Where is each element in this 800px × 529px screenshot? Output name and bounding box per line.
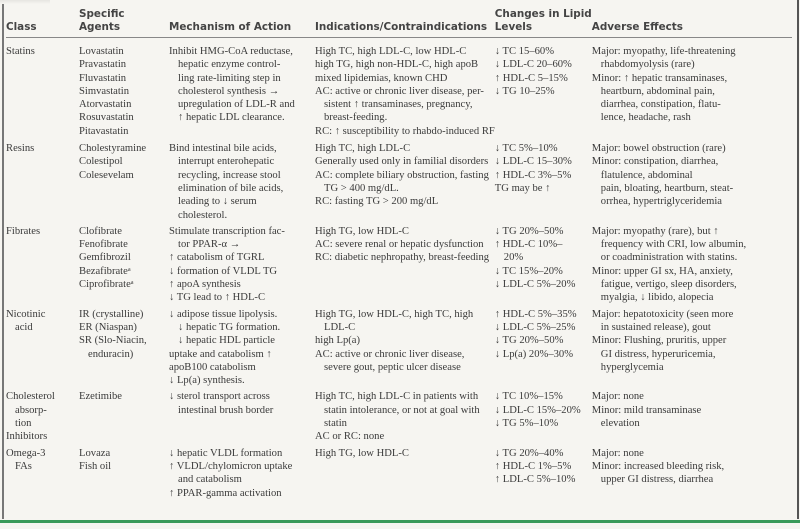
cell-agents-line: Ciprofibrateᵃ (79, 279, 134, 291)
cell-indications (315, 38, 495, 140)
cell-lipid-changes-line: ↓ LDL-C 15–30% (494, 156, 572, 168)
cell-agents-line: Simvastatin (79, 85, 130, 97)
cell-mechanism-line: upregulation of LDL-R and (178, 99, 295, 111)
cell-adverse-line: flatulence, abdominal (600, 169, 693, 181)
cell-indications-line: breast-feeding. (324, 112, 388, 124)
cell-mechanism-line: tor PPAR-α → (178, 239, 241, 251)
table-body (6, 38, 792, 500)
cell-mechanism-line: uptake and catabolism ↑ (169, 348, 272, 360)
cell-class-line: Cholesterol (6, 391, 55, 403)
cell-lipid-changes-line: ↓ TG 5%–10% (494, 418, 559, 430)
cell-lipid-changes-line: ↓ LDL-C 5%–20% (494, 279, 576, 291)
cell-indications-line: High TC, high LDL-C, low HDL-C (315, 46, 467, 57)
cell-adverse-line: Minor: constipation, diarrhea, (591, 156, 719, 168)
cell-indications-line: RC: fasting TG > 200 mg/dL (315, 196, 439, 208)
cell-agents-line: Lovastatin (79, 46, 124, 57)
cell-lipid-changes (495, 222, 592, 305)
cell-adverse-line: Major: bowel obstruction (rare) (591, 143, 726, 155)
cell-agents-line: IR (crystalline) (79, 308, 144, 320)
table-row (6, 139, 792, 222)
cell-mechanism-line: interrupt enterohepatic (178, 156, 275, 168)
cell-mechanism-line: intestinal brush border (178, 404, 274, 416)
cell-agents (79, 222, 169, 305)
cell-lipid-changes (495, 387, 592, 443)
table-row (6, 387, 792, 443)
cell-adverse-line: lence, headache, rash (600, 112, 691, 124)
cell-mechanism-line: ↓ sterol transport across (169, 391, 270, 403)
header-agents: Specific Agents (79, 3, 169, 38)
cell-indications-line: high TG, high non-HDL-C, high apoB (315, 59, 479, 71)
cell-mechanism-line: ↑ PPAR-gamma activation (169, 487, 282, 499)
cell-mechanism-line: leading to ↓ serum (178, 196, 257, 208)
cell-mechanism-line: cholesterol synthesis → (178, 85, 280, 97)
cell-agents-line: Bezafibrateᵃ (79, 265, 131, 277)
cell-adverse-line: Major: none (591, 391, 644, 403)
table-header-row (6, 3, 792, 38)
cell-agents-line: Pitavastatin (79, 125, 129, 137)
cell-lipid-changes-line: ↑ HDL-C 5–15% (494, 72, 568, 84)
cell-indications (315, 387, 495, 443)
cell-lipid-changes-line: ↓ LDL-C 15%–20% (494, 404, 581, 416)
cell-mechanism-line: ling rate-limiting step in (178, 72, 281, 84)
lipid-drug-table (6, 3, 792, 500)
cell-mechanism-line: hepatic enzyme control- (178, 59, 281, 71)
cell-lipid-changes-line: ↑ HDL-C 5%–35% (494, 308, 577, 320)
cell-adverse (592, 387, 792, 443)
cell-agents-line: Colesevelam (79, 169, 134, 181)
cell-class-line: Omega-3 (6, 447, 46, 459)
header-lipid-changes-line1: Changes in Lipid (494, 8, 592, 20)
cell-agents-line: Lovaza (79, 447, 111, 459)
cell-adverse-line: pain, bloating, heartburn, steat- (600, 182, 734, 194)
cell-agents-line: Ezetimibe (79, 391, 122, 403)
header-class: Class (6, 3, 79, 38)
cell-indications-line: sistent ↑ transaminases, pregnancy, (324, 99, 473, 111)
cell-mechanism-line: cholesterol. (178, 209, 228, 221)
bottom-rule (0, 520, 800, 523)
cell-agents-line: Colestipol (79, 156, 123, 168)
cell-adverse-line: orrhea, hypertriglyceridemia (600, 196, 722, 208)
cell-lipid-changes-line: ↓ Lp(a) 20%–30% (494, 348, 574, 360)
cell-mechanism-line: ↓ TG lead to ↑ HDL-C (169, 292, 266, 304)
cell-indications-line: AC: severe renal or hepatic dysfunction (315, 239, 484, 251)
cell-class-line: acid (15, 321, 33, 333)
cell-lipid-changes-line: ↓ LDL-C 20–60% (494, 59, 572, 71)
cell-mechanism-line: Inhibit HMG-CoA reductase, (169, 46, 293, 57)
header-lipid-changes-line2: Levels (494, 20, 533, 33)
header-mechanism: Mechanism of Action (169, 3, 315, 38)
cell-mechanism-line: apoB100 catabolism (169, 361, 256, 373)
cell-adverse-line: Major: hepatotoxicity (seen more (591, 308, 734, 320)
cell-adverse-line: fatigue, vertigo, sleep disorders, (600, 279, 737, 291)
cell-adverse (592, 305, 792, 388)
cell-adverse-line: Minor: ↑ hepatic transaminases, (591, 72, 728, 84)
cell-indications-line: statin (324, 418, 347, 430)
cell-lipid-changes-line: TG may be ↑ (494, 182, 551, 194)
cell-lipid-changes-line: ↓ TC 15–60% (494, 46, 555, 57)
cell-mechanism-line: ↓ Lp(a) synthesis. (169, 375, 245, 387)
cell-agents-line: enduracin) (88, 348, 134, 360)
cell-mechanism-line: ↑ VLDL/chylomicron uptake (169, 460, 293, 472)
cell-indications-line: statin intolerance, or not at goal with (324, 404, 480, 416)
cell-indications-line: AC or RC: none (315, 431, 385, 443)
cell-agents-line: Cholestyramine (79, 143, 147, 155)
cell-mechanism-line: ↑ catabolism of TGRL (169, 252, 265, 264)
cell-indications-line: AC: complete biliary obstruction, fasting (315, 169, 489, 181)
cell-agents-line: Fenofibrate (79, 239, 128, 251)
cell-indications-line: LDL-C (324, 321, 356, 333)
cell-adverse-line: myalgia, ↓ libido, alopecia (600, 292, 714, 304)
cell-indications-line: high Lp(a) (315, 335, 361, 347)
cell-agents-line: Rosuvastatin (79, 112, 134, 124)
cell-adverse-line: diarrhea, constipation, flatu- (600, 99, 721, 111)
cell-mechanism-line: ↑ hepatic LDL clearance. (178, 112, 285, 124)
cell-mechanism-line: ↓ hepatic VLDL formation (169, 447, 283, 459)
cell-indications-line: AC: active or chronic liver disease, per- (315, 85, 484, 97)
cell-class (6, 222, 79, 305)
cell-adverse-line: Major: none (591, 447, 644, 459)
cell-lipid-changes-line: ↑ HDL-C 1%–5% (494, 460, 572, 472)
cell-mechanism (169, 387, 315, 443)
cell-agents-line: Fish oil (79, 460, 112, 472)
cell-adverse-line: in sustained release), gout (600, 321, 711, 333)
header-lipid-changes (495, 3, 592, 38)
cell-indications-line: RC: diabetic nephropathy, breast-feeding (315, 252, 490, 264)
cell-lipid-changes-line: 20% (503, 252, 524, 264)
cell-agents-line: Pravastatin (79, 59, 127, 71)
cell-adverse-line: Minor: Flushing, pruritis, upper (591, 335, 727, 347)
cell-adverse-line: frequency with CRI, low albumin, (600, 239, 747, 251)
cell-adverse-line: upper GI distress, diarrhea (600, 474, 714, 486)
cell-class (6, 444, 79, 500)
cell-lipid-changes (495, 305, 592, 388)
table-row (6, 444, 792, 500)
cell-indications-line: High TC, high LDL-C (315, 143, 411, 155)
cell-lipid-changes-line: ↓ TG 20%–50% (494, 335, 564, 347)
cell-lipid-changes-line: ↓ TC 5%–10% (494, 143, 558, 155)
cell-indications-line: High TC, high LDL-C in patients with (315, 391, 479, 403)
cell-class-line: Fibrates (6, 225, 41, 237)
cell-lipid-changes-line: ↓ TC 10%–15% (494, 391, 563, 403)
cell-mechanism-line: ↑ apoA synthesis (169, 279, 241, 291)
cell-class-line: Statins (6, 46, 35, 57)
cell-lipid-changes-line: ↑ HDL-C 3%–5% (494, 169, 572, 181)
cell-class-line: Resins (6, 143, 35, 155)
cell-adverse (592, 139, 792, 222)
cell-adverse (592, 222, 792, 305)
cell-indications-line: Generally used only in familial disorders (315, 156, 489, 168)
cell-indications-line: TG > 400 mg/dL. (324, 182, 399, 194)
cell-agents-line: Fluvastatin (79, 72, 127, 84)
cell-lipid-changes-line: ↑ HDL-C 10%– (494, 239, 563, 251)
header-indications: Indications/Contraindications (315, 3, 495, 38)
table-row (6, 222, 792, 305)
cell-lipid-changes (495, 139, 592, 222)
cell-agents (79, 444, 169, 500)
cell-agents (79, 139, 169, 222)
cell-mechanism (169, 444, 315, 500)
cell-mechanism (169, 305, 315, 388)
cell-class (6, 305, 79, 388)
cell-adverse-line: Major: myopathy (rare), but ↑ (591, 225, 719, 237)
cell-mechanism-line: ↓ formation of VLDL TG (169, 265, 278, 277)
table-row (6, 38, 792, 140)
cell-indications-line: High TG, low HDL-C, high TC, high (315, 308, 474, 320)
cell-class (6, 139, 79, 222)
cell-agents (79, 38, 169, 140)
table-row (6, 305, 792, 388)
cell-adverse-line: or coadministration with statins. (600, 252, 738, 264)
cell-class-line: Nicotinic (6, 308, 46, 320)
cell-lipid-changes-line: ↓ LDL-C 5%–25% (494, 321, 576, 333)
cell-mechanism (169, 139, 315, 222)
cell-agents-line: Atorvastatin (79, 99, 132, 111)
cell-agents-line: Clofibrate (79, 225, 122, 237)
header-adverse: Adverse Effects (592, 3, 792, 38)
cell-adverse-line: Minor: mild transaminase (591, 404, 702, 416)
cell-indications-line: High TG, low HDL-C (315, 225, 409, 237)
cell-agents (79, 387, 169, 443)
cell-mechanism (169, 222, 315, 305)
cell-adverse-line: elevation (600, 418, 640, 430)
cell-class (6, 38, 79, 140)
cell-lipid-changes (495, 38, 592, 140)
cell-agents-line: ER (Niaspan) (79, 321, 137, 333)
cell-lipid-changes-line: ↓ TC 15%–20% (494, 265, 563, 277)
cell-adverse-line: rhabdomyolysis (rare) (600, 59, 695, 71)
cell-mechanism-line: elimination of bile acids, (178, 182, 284, 194)
cell-adverse-line: heartburn, abdominal pain, (600, 85, 715, 97)
cell-adverse-line: GI distress, hyperuricemia, (600, 348, 716, 360)
cell-indications-line: RC: ↑ susceptibility to rhabdo-induced RF (315, 125, 495, 137)
cell-lipid-changes-line: ↓ TG 10–25% (494, 85, 555, 97)
cell-mechanism-line: ↓ hepatic HDL particle (178, 335, 275, 347)
cell-agents-line: SR (Slo-Niacin, (79, 335, 147, 347)
cell-class-line: FAs (15, 460, 32, 472)
cell-class (6, 387, 79, 443)
cell-agents-line: Gemfibrozil (79, 252, 131, 264)
cell-adverse-line: Minor: upper GI sx, HA, anxiety, (591, 265, 733, 277)
cell-mechanism-line: Stimulate transcription fac- (169, 225, 285, 237)
cell-lipid-changes-line: ↓ TG 20%–40% (494, 447, 564, 459)
cell-indications-line: AC: active or chronic liver disease, (315, 348, 465, 360)
cell-adverse-line: hyperglycemia (600, 361, 664, 373)
cell-adverse-line: Major: myopathy, life-threatening (591, 46, 736, 57)
cell-indications (315, 139, 495, 222)
cell-mechanism-line: and catabolism (178, 474, 242, 486)
cell-mechanism-line: Bind intestinal bile acids, (169, 143, 277, 155)
cell-adverse-line: Minor: increased bleeding risk, (591, 460, 725, 472)
cell-class-line: absorp- (15, 404, 47, 416)
cell-lipid-changes (495, 444, 592, 500)
cell-agents (79, 305, 169, 388)
cell-mechanism-line: ↓ hepatic TG formation. (178, 321, 281, 333)
cell-indications-line: severe gout, peptic ulcer disease (324, 361, 461, 373)
cell-lipid-changes-line: ↓ TG 20%–50% (494, 225, 564, 237)
cell-adverse (592, 444, 792, 500)
cell-mechanism-line: recycling, increase stool (178, 169, 281, 181)
cell-class-line: tion (15, 418, 32, 430)
cell-adverse (592, 38, 792, 140)
cell-lipid-changes-line: ↑ LDL-C 5%–10% (494, 474, 576, 486)
cell-indications (315, 222, 495, 305)
cell-indications-line: mixed lipidemias, known CHD (315, 72, 448, 84)
cell-indications (315, 305, 495, 388)
cell-indications-line: High TG, low HDL-C (315, 447, 409, 459)
cell-indications (315, 444, 495, 500)
cell-mechanism-line: ↓ adipose tissue lipolysis. (169, 308, 278, 320)
cell-mechanism (169, 38, 315, 140)
cell-class-line: Inhibitors (6, 431, 48, 443)
